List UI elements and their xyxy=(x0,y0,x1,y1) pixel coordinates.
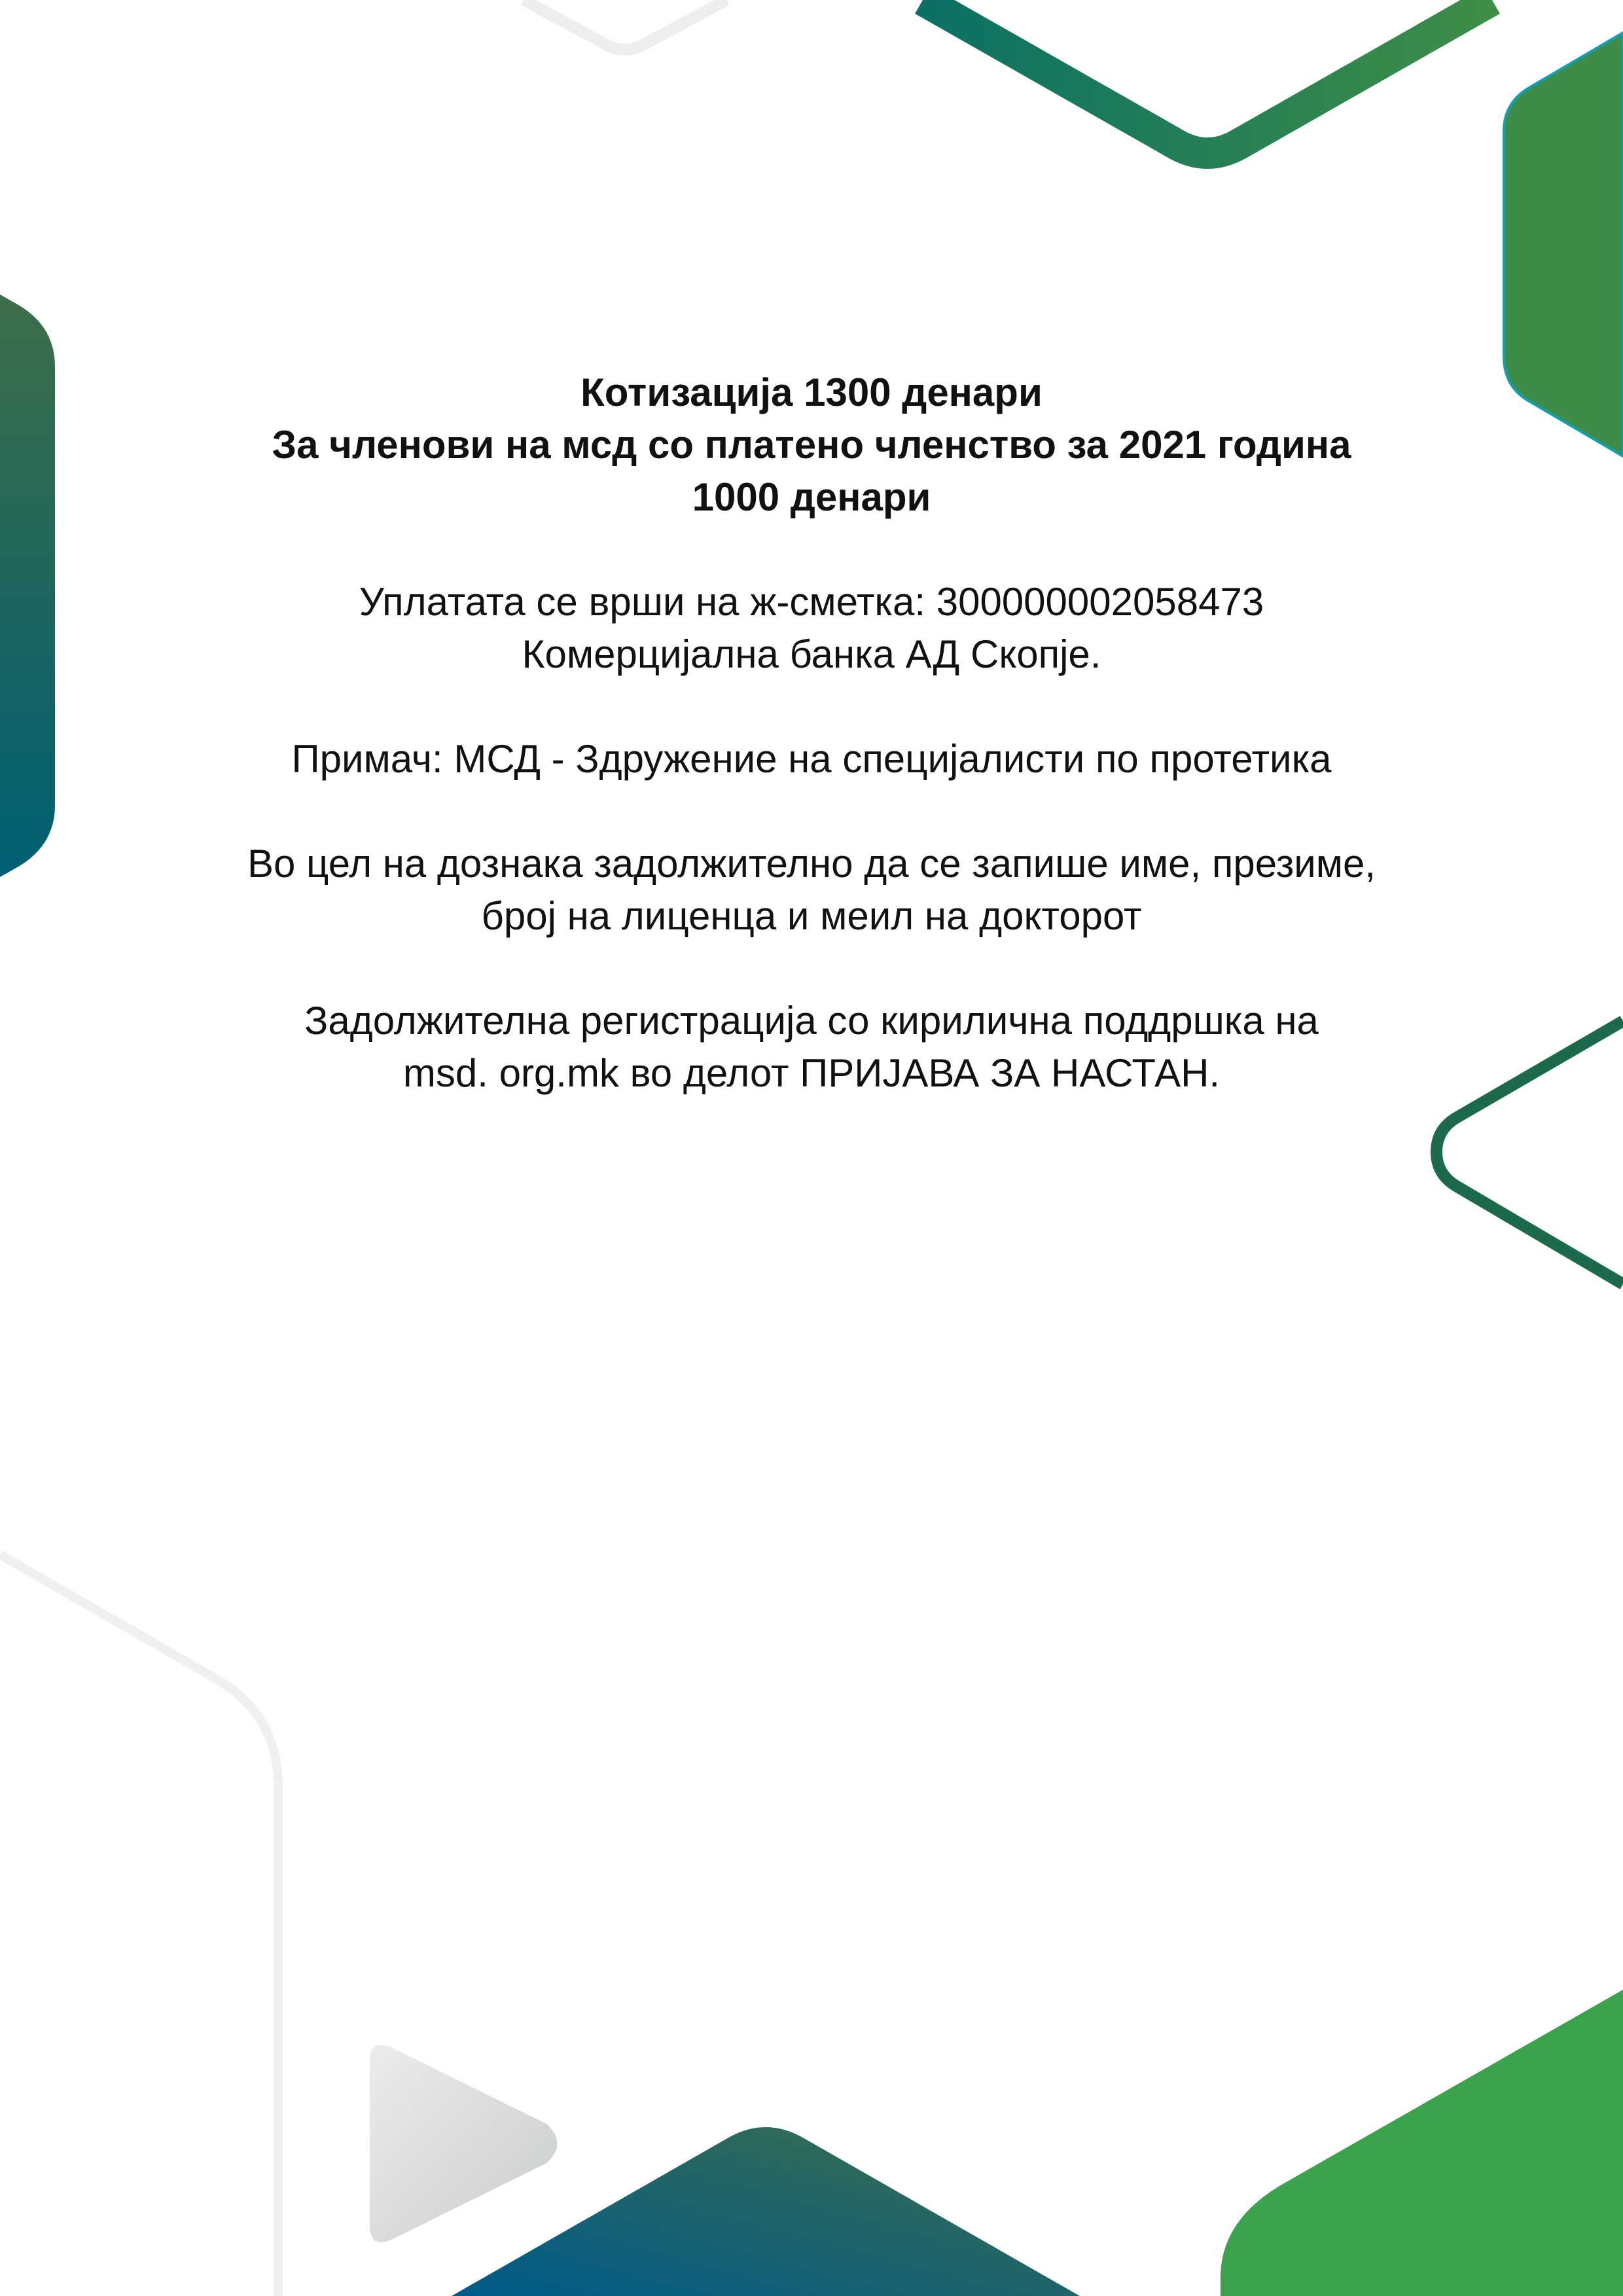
fee-title: Котизација 1300 денари xyxy=(580,370,1043,414)
recipient-line: Примач: МСД - Здружение на специјалисти по протетика xyxy=(291,737,1332,781)
spacer xyxy=(0,524,1623,576)
spacer xyxy=(0,942,1623,995)
payment-info-block xyxy=(0,367,1623,1100)
spacer xyxy=(0,681,1623,733)
registration-line-2: msd. org.mk во делот ПРИЈАВА ЗА НАСТАН. xyxy=(402,1051,1221,1095)
top-gray-outline xyxy=(524,0,726,50)
members-fee-line: За членови на мсд со платено членство за 2021 година xyxy=(272,423,1351,467)
top-green-band xyxy=(923,0,1492,153)
transfer-note-line-1: Во цел на дознака задолжително да се запише име, презиме, xyxy=(247,842,1376,886)
spacer xyxy=(0,785,1623,838)
gray-triangle-shape xyxy=(370,2045,558,2242)
account-line: Уплатата се врши на ж-сметка: 300000002058473 xyxy=(359,580,1264,624)
bottom-right-green-shape xyxy=(1221,1990,1623,2296)
bottom-left-gray-outline xyxy=(0,1554,278,2296)
members-fee-amount: 1000 денари xyxy=(692,475,931,519)
registration-line-1: Задолжителна регистрација со кирилична поддршка на xyxy=(304,999,1319,1043)
transfer-note-line-2: број на лиценца и меил на докторот xyxy=(481,894,1142,938)
bank-line: Комерцијална банка АД Скопје. xyxy=(522,632,1101,676)
